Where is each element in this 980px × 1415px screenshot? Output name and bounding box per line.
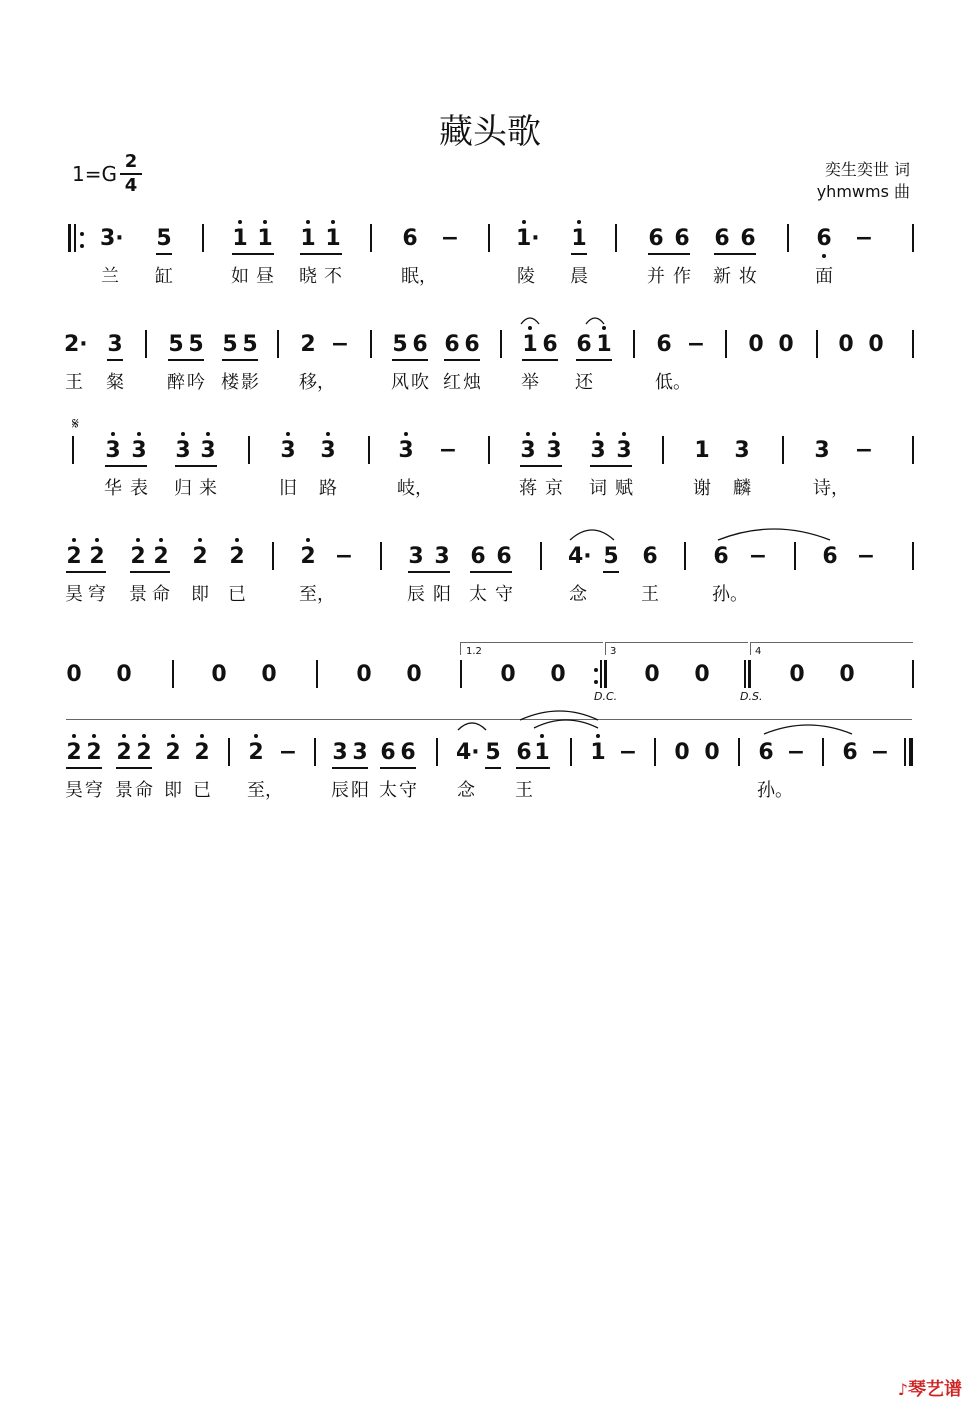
lyric: 晓 <box>299 266 317 287</box>
time-signature <box>120 152 142 196</box>
lyric: 谢 <box>693 478 711 499</box>
note: 5 <box>392 332 408 357</box>
lyric: 王 <box>65 372 83 393</box>
volta-bracket <box>750 642 913 655</box>
note: 2· <box>64 332 88 357</box>
note: 0 <box>116 662 132 687</box>
note: − <box>334 544 354 569</box>
dc-mark: D.C. <box>594 690 618 703</box>
note: 3 <box>131 438 147 463</box>
note: 6 <box>444 332 460 357</box>
note: − <box>686 332 706 357</box>
lyric: 面 <box>815 266 833 287</box>
note: 0 <box>500 662 516 687</box>
note: 1 <box>300 226 316 251</box>
note: 5 <box>603 544 619 569</box>
note: 0 <box>356 662 372 687</box>
slur <box>586 318 604 324</box>
note: 6 <box>648 226 664 251</box>
lyric: 京 <box>545 478 563 499</box>
lyric: 岐， <box>397 478 433 499</box>
note: 2 <box>300 544 316 569</box>
note: 6 <box>842 740 858 765</box>
note: 0 <box>211 662 227 687</box>
note: 2 <box>229 544 245 569</box>
note: 0 <box>550 662 566 687</box>
note: 0 <box>66 662 82 687</box>
note: 3 <box>398 438 414 463</box>
note: 4· <box>456 740 480 765</box>
note: − <box>278 740 298 765</box>
note: 6 <box>542 332 558 357</box>
lyric: 念 <box>569 584 587 605</box>
lyric: 华 <box>104 478 122 499</box>
note: − <box>856 544 876 569</box>
lyric: 太 <box>469 584 487 605</box>
volta-number: 1.2 <box>466 646 482 657</box>
lyric: 念 <box>457 780 475 801</box>
lyric: 至， <box>247 780 283 801</box>
lyrics-row-2 <box>0 368 980 408</box>
lyric: 王 <box>515 780 533 801</box>
note: 3 <box>332 740 348 765</box>
lyric: 已 <box>228 584 246 605</box>
note: 2 <box>89 544 105 569</box>
note: 6 <box>400 740 416 765</box>
lyric: 吟 <box>187 372 205 393</box>
lyrics-row-3 <box>0 474 980 514</box>
note: − <box>748 544 768 569</box>
note: 0 <box>674 740 690 765</box>
note: 2 <box>86 740 102 765</box>
lyric: 孙。 <box>757 780 793 801</box>
lyricist: 奕生奕世 词 <box>824 160 910 179</box>
note: 0 <box>694 662 710 687</box>
note: − <box>870 740 890 765</box>
note: 4· <box>568 544 592 569</box>
note: 2 <box>66 544 82 569</box>
lyric: 粲 <box>106 372 124 393</box>
lyric: 移， <box>299 372 335 393</box>
note: 3 <box>352 740 368 765</box>
logo-text: 琴艺谱 <box>908 1379 962 1400</box>
lyric: 新 <box>713 266 731 287</box>
lyric: 辰 <box>407 584 425 605</box>
lyric: 麟 <box>733 478 751 499</box>
note: 6 <box>822 544 838 569</box>
note: 6 <box>402 226 418 251</box>
note: 1 <box>571 226 587 251</box>
note: 3 <box>200 438 216 463</box>
lyric: 孙。 <box>712 584 748 605</box>
note: 2 <box>300 332 316 357</box>
note: 6 <box>740 226 756 251</box>
lyric: 守 <box>399 780 417 801</box>
lyric: 缸 <box>155 266 173 287</box>
note: 2 <box>153 544 169 569</box>
note: 3 <box>734 438 750 463</box>
note: 0 <box>839 662 855 687</box>
note: 0 <box>261 662 277 687</box>
score-row-6 <box>0 734 980 774</box>
note: 1 <box>534 740 550 765</box>
lyric: 命 <box>135 780 153 801</box>
lyric: 举 <box>521 372 539 393</box>
note: 1 <box>694 438 710 463</box>
lyric: 眠， <box>401 266 437 287</box>
lyric: 诗， <box>813 478 849 499</box>
lyric: 低。 <box>655 372 691 393</box>
note: 6 <box>380 740 396 765</box>
note: 2 <box>116 740 132 765</box>
volta-bracket <box>605 642 748 655</box>
lyric: 景 <box>129 584 147 605</box>
note: 0 <box>704 740 720 765</box>
lyric: 穹 <box>85 780 103 801</box>
key-signature: 1=G <box>72 162 117 186</box>
volta-number: 4 <box>755 646 762 657</box>
lyric: 王 <box>641 584 659 605</box>
lyric: 昊 <box>65 780 83 801</box>
slur <box>764 725 852 734</box>
note: 3· <box>100 226 124 251</box>
lyric: 吹 <box>411 372 429 393</box>
coda-line <box>66 719 912 720</box>
lyric: 已 <box>193 780 211 801</box>
lyric: 妆 <box>739 266 757 287</box>
note: 0 <box>838 332 854 357</box>
lyric: 守 <box>495 584 513 605</box>
lyric: 景 <box>115 780 133 801</box>
note: 6 <box>576 332 592 357</box>
note: 6 <box>816 226 832 251</box>
site-logo: ♪琴艺谱 <box>897 1379 962 1400</box>
lyric: 阳 <box>351 780 369 801</box>
lyric: 太 <box>379 780 397 801</box>
note: 0 <box>644 662 660 687</box>
lyric: 如 <box>231 266 249 287</box>
note: 1 <box>522 332 538 357</box>
note: 5 <box>485 740 501 765</box>
note: 3 <box>590 438 606 463</box>
note: 3 <box>616 438 632 463</box>
note: 2 <box>248 740 264 765</box>
note: − <box>330 332 350 357</box>
note: 6 <box>516 740 532 765</box>
lyric: 辰 <box>331 780 349 801</box>
volta-number: 3 <box>610 646 617 657</box>
lyric: 归 <box>174 478 192 499</box>
note: 6 <box>464 332 480 357</box>
note: 2 <box>194 740 210 765</box>
note: − <box>438 438 458 463</box>
note: 5 <box>242 332 258 357</box>
lyric: 赋 <box>615 478 633 499</box>
note: 3 <box>105 438 121 463</box>
note: 5 <box>156 226 172 251</box>
lyric: 昊 <box>65 584 83 605</box>
lyric: 红 <box>443 372 461 393</box>
lyric: 并 <box>647 266 665 287</box>
lyric: 阳 <box>433 584 451 605</box>
slur <box>521 318 539 324</box>
score-row-1 <box>0 220 980 260</box>
note: 3 <box>520 438 536 463</box>
lyric: 还 <box>575 372 593 393</box>
lyric: 蒋 <box>519 478 537 499</box>
note: 1 <box>596 332 612 357</box>
note: 0 <box>406 662 422 687</box>
lyric: 命 <box>152 584 170 605</box>
note: − <box>618 740 638 765</box>
score-row-4 <box>0 538 980 578</box>
note: 2 <box>165 740 181 765</box>
slur <box>534 720 598 728</box>
lyric: 至， <box>299 584 335 605</box>
lyrics-row-4 <box>0 580 980 620</box>
note: 5 <box>222 332 238 357</box>
slur <box>458 723 486 730</box>
lyric: 影 <box>241 372 259 393</box>
lyrics-row-1 <box>0 262 980 302</box>
note: 3 <box>280 438 296 463</box>
note: 6 <box>470 544 486 569</box>
note: 0 <box>789 662 805 687</box>
ds-mark: D.S. <box>740 690 763 703</box>
lyric: 烛 <box>463 372 481 393</box>
note: 3 <box>546 438 562 463</box>
note: 2 <box>130 544 146 569</box>
lyric: 作 <box>673 266 691 287</box>
score-row-3 <box>0 432 980 472</box>
note: 2 <box>136 740 152 765</box>
lyric: 昼 <box>256 266 274 287</box>
note: − <box>854 438 874 463</box>
lyric: 楼 <box>221 372 239 393</box>
note: 0 <box>748 332 764 357</box>
note: 6 <box>713 544 729 569</box>
segno-sign: 𝄋 <box>72 414 79 433</box>
note: 2 <box>66 740 82 765</box>
lyric: 醉 <box>167 372 185 393</box>
lyric: 不 <box>324 266 342 287</box>
lyric: 陵 <box>517 266 535 287</box>
note: 6 <box>714 226 730 251</box>
note: 1 <box>232 226 248 251</box>
lyric: 风 <box>391 372 409 393</box>
lyric: 即 <box>164 780 182 801</box>
lyric: 来 <box>199 478 217 499</box>
score-row-2 <box>0 326 980 366</box>
lyric: 表 <box>130 478 148 499</box>
note: 6 <box>674 226 690 251</box>
lyric: 晨 <box>570 266 588 287</box>
note: 3 <box>175 438 191 463</box>
lyric: 穹 <box>88 584 106 605</box>
note: 3 <box>408 544 424 569</box>
note: 3 <box>320 438 336 463</box>
note: − <box>854 226 874 251</box>
note: 3 <box>107 332 123 357</box>
page-title: 藏头歌 <box>439 112 541 152</box>
time-sig-bottom: 4 <box>124 175 138 196</box>
note: 6 <box>642 544 658 569</box>
note: − <box>440 226 460 251</box>
note: 5 <box>168 332 184 357</box>
lyric: 路 <box>319 478 337 499</box>
note: 1· <box>516 226 540 251</box>
note: 3 <box>814 438 830 463</box>
lyric: 旧 <box>279 478 297 499</box>
note: 3 <box>434 544 450 569</box>
lyrics-row-6 <box>0 776 980 816</box>
lyric: 即 <box>191 584 209 605</box>
note: 6 <box>496 544 512 569</box>
score-row-5 <box>0 656 980 696</box>
lyric: 兰 <box>101 266 119 287</box>
note: 1 <box>257 226 273 251</box>
lyric: 词 <box>589 478 607 499</box>
composer: yhmwms 曲 <box>816 182 910 201</box>
note: 0 <box>778 332 794 357</box>
note: 1 <box>590 740 606 765</box>
note: 6 <box>758 740 774 765</box>
note: 2 <box>192 544 208 569</box>
note: 6 <box>412 332 428 357</box>
note: 1 <box>325 226 341 251</box>
note: 0 <box>868 332 884 357</box>
note: 5 <box>188 332 204 357</box>
note: 6 <box>656 332 672 357</box>
note: − <box>786 740 806 765</box>
time-sig-top: 2 <box>124 151 138 172</box>
